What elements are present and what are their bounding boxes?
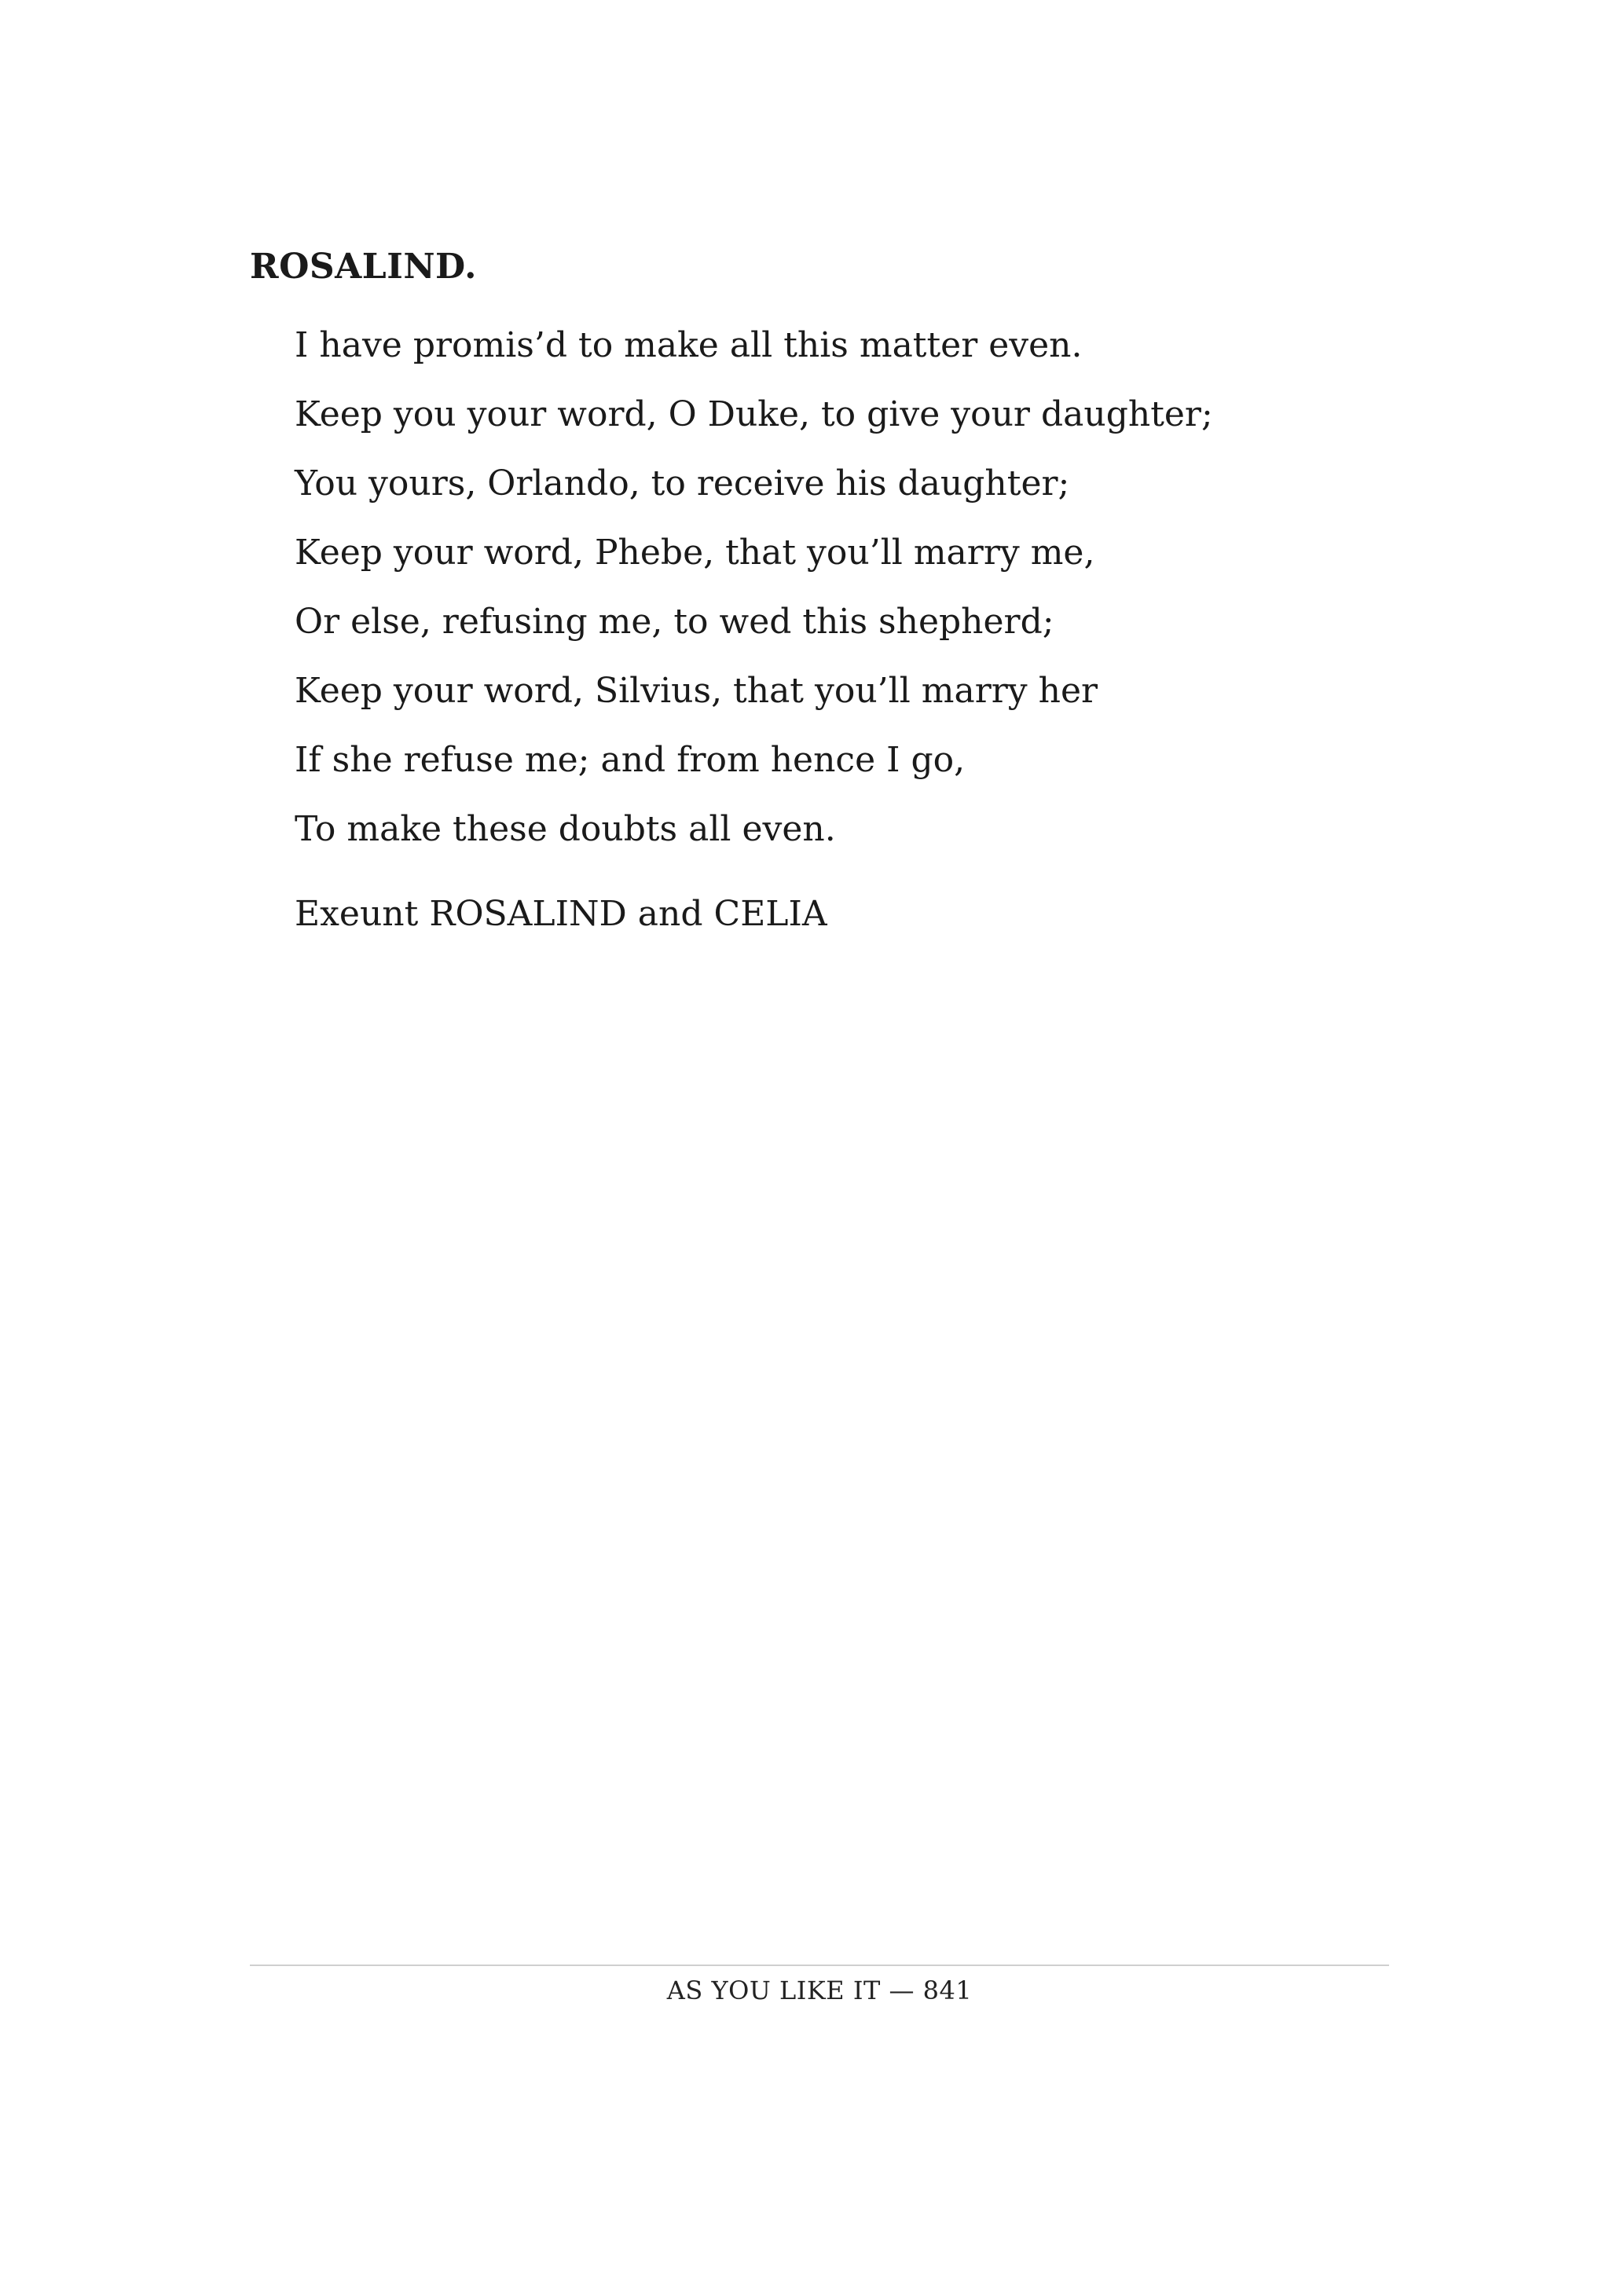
verse-line: Keep your word, Phebe, that you’ll marry me, <box>295 533 1095 573</box>
verse-line: You yours, Orlando, to receive his daughter; <box>295 463 1070 504</box>
speaker-name: ROSALIND. <box>250 247 477 287</box>
running-footer: AS YOU LIKE IT — 841 <box>666 1976 973 2005</box>
stage-direction: Exeunt ROSALIND and CELIA <box>295 894 827 934</box>
verse-lines <box>295 311 1213 864</box>
verse-line: To make these doubts all even. <box>295 809 836 849</box>
verse-line: Or else, refusing me, to wed this shepherd; <box>295 602 1054 642</box>
footer-rule <box>250 1965 1389 1966</box>
verse-line: I have promis’d to make all this matter even. <box>295 325 1083 365</box>
verse-line: If she refuse me; and from hence I go, <box>295 740 966 780</box>
verse-line: Keep you your word, O Duke, to give your daughter; <box>295 394 1213 434</box>
verse-line: Keep your word, Silvius, that you’ll marry her <box>295 671 1098 711</box>
